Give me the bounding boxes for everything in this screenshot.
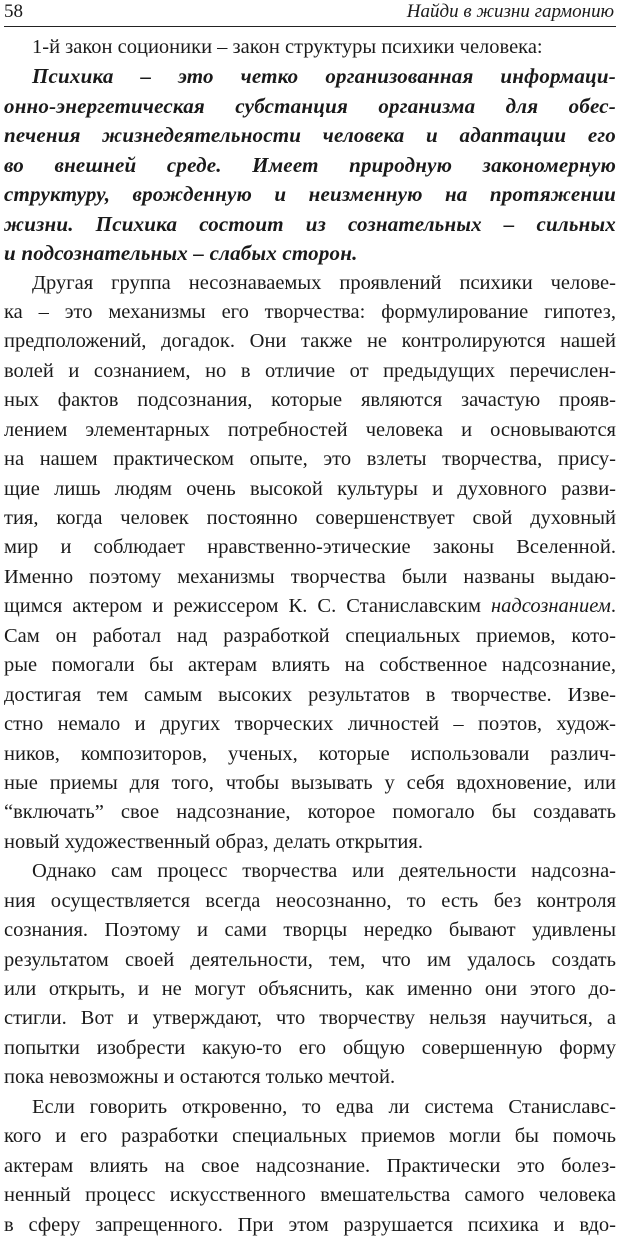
text-line: кого и его разработки специальных приемов могли бы помочь (4, 1125, 616, 1148)
text-line: ников, композиторов, ученых, которые использовали различ- (4, 742, 616, 765)
text-line: волей и сознанием, но в отличие от предыдущих перечислен- (4, 359, 616, 382)
text-line: стигли. Вот и утверждают, что творчеству нельзя научиться, а (4, 1007, 616, 1030)
text-line: предположений, догадок. Они также не контролируются нашей (4, 330, 616, 353)
running-title: Найди в жизни гармонию (406, 1, 614, 22)
text-line: результатом своей деятельности, тем, что им удалось создать (4, 948, 616, 971)
law-statement (4, 62, 616, 268)
text-line: лением элементарных потребностей человека и основываются (4, 418, 616, 441)
paragraph-creativity (4, 269, 616, 858)
page-header (4, 0, 616, 27)
law-statement-line: печения жизнедеятельности человека и адаптации его (4, 123, 616, 148)
paragraph-stanislavsky (4, 1093, 616, 1240)
law-statement-line: структуру, врожденную и неизменную на протяжении (4, 182, 616, 207)
law-intro: 1-й закон соционики – закон структуры психики человека: (32, 36, 543, 58)
text-line: ния осуществляется всегда неосознанно, то есть без контроля (4, 889, 616, 912)
text-fragment: . (610, 595, 616, 618)
law-statement-line: во внешней среде. Имеет природную закономерную (4, 152, 616, 177)
text-line: щие лишь людям очень высокой культуры и духовного разви- (4, 477, 616, 500)
text-line: пока невозможны и остаются только мечтой. (4, 1066, 396, 1089)
law-statement-line: жизни. Психика состоит из сознательных – сильных (4, 211, 616, 236)
text-line: сознания. Поэтому и сами творцы нередко бывают удивлены (4, 919, 616, 942)
text-line: Если говорить откровенно, то едва ли система Станиславс- (32, 1095, 616, 1118)
text-line: Однако сам процесс творчества или деятельности надсозна- (32, 860, 616, 883)
text-line: тия, когда человек постоянно совершенствует свой духовный (4, 507, 616, 529)
text-line: ненный процесс искусственного вмешательства самого человека (4, 1184, 616, 1207)
text-fragment: щимся актером и режиссером К. С. Станиславским (4, 595, 491, 618)
text-line: в сферу запрещенного. При этом разрушается психика и вдо- (4, 1213, 616, 1236)
text-line: попытки изобрести какую-то его общую совершенную форму (4, 1036, 616, 1059)
text-line: новый художественный образ, делать открытия. (4, 830, 423, 853)
page-number: 58 (4, 1, 23, 22)
text-line: или открыть, и не могут объяснить, как именно они этого до- (4, 978, 616, 1000)
text-line: Именно поэтому механизмы творчества были названы выдаю- (4, 565, 616, 588)
body-text (4, 33, 616, 1240)
text-line: ных фактов подсознания, которые являются зачастую прояв- (4, 389, 616, 412)
text-line: ка – это механизмы его творчества: формулирование гипотез, (4, 300, 616, 323)
text-line: мир и соблюдает нравственно-этические законы Вселенной. (4, 536, 616, 559)
text-line: на нашем практическом опыте, это взлеты творчества, прису- (4, 448, 616, 471)
text-line: достигая тем самым высоких результатов в творчестве. Изве- (4, 683, 616, 706)
text-line: Другая группа несознаваемых проявлений психики челове- (32, 271, 616, 294)
law-statement-line: онно-энергетическая субстанция организма для обес- (4, 93, 616, 118)
text-line: ные приемы для того, чтобы вызывать у себя вдохновение, или (4, 771, 616, 794)
text-line: рые помогали бы актерам влиять на собственное надсознание, (4, 654, 616, 677)
law-statement-line: и подсознательных – слабых сторон. (4, 241, 358, 266)
text-line-with-term (4, 592, 616, 621)
text-line: Сам он работал над разработкой специальных приемов, кото- (4, 624, 616, 647)
law-statement-line: Психика – это четко организованная информаци- (32, 64, 616, 89)
paragraph-unconscious-process (4, 857, 616, 1093)
italic-term-superconscious: надсознанием (491, 595, 611, 618)
text-line: “включать” свое надсознание, которое помогало бы создавать (4, 801, 616, 824)
text-line: актерам влиять на свое надсознание. Практически это болез- (4, 1154, 616, 1177)
text-line: стно немало и других творческих личностей – поэтов, худож- (4, 713, 616, 736)
